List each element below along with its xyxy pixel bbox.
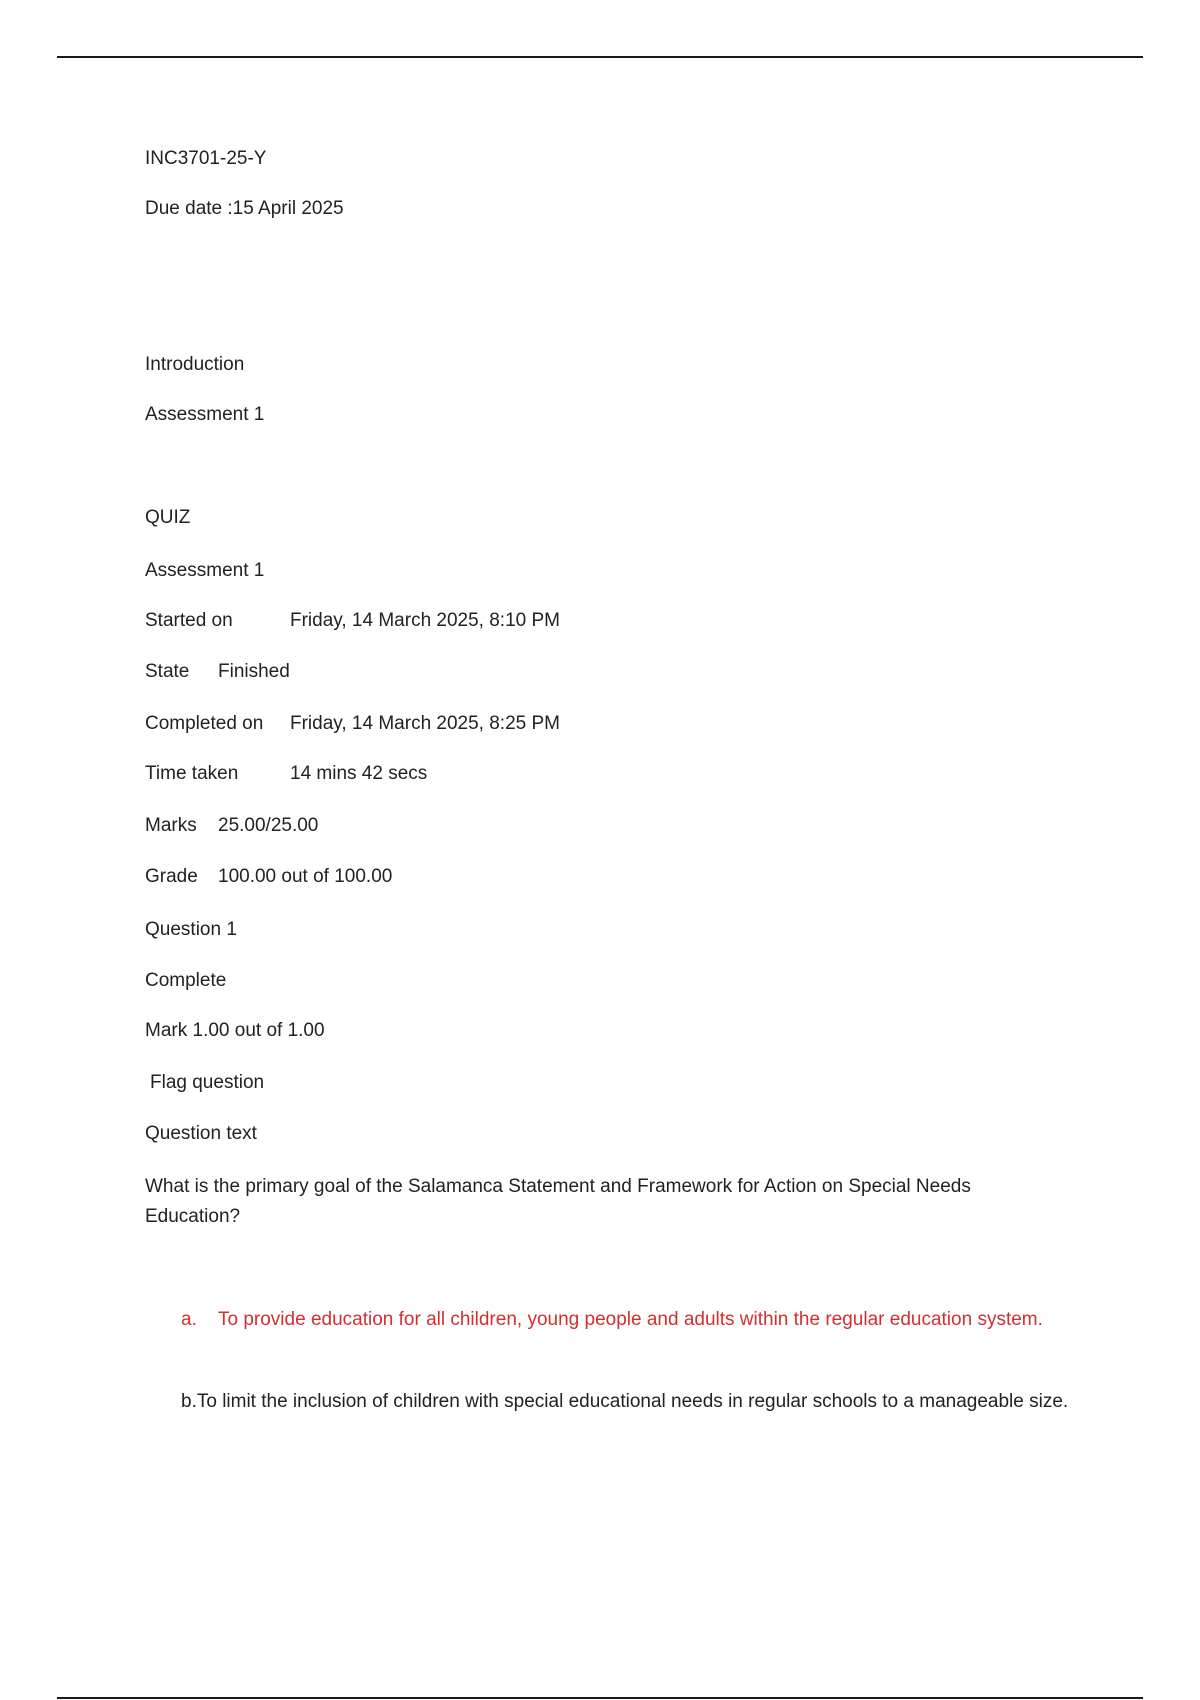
state-value: Finished bbox=[218, 661, 290, 682]
course-code: INC3701-25-Y bbox=[145, 148, 267, 169]
option-a-letter: a. bbox=[181, 1309, 197, 1330]
time-taken-label: Time taken bbox=[145, 763, 239, 784]
time-taken-row bbox=[145, 762, 427, 786]
marks-label: Marks bbox=[145, 815, 197, 836]
question-number: Question 1 bbox=[145, 919, 237, 940]
completed-on-row bbox=[145, 712, 560, 736]
started-on-row bbox=[145, 609, 560, 633]
completed-on-value: Friday, 14 March 2025, 8:25 PM bbox=[290, 713, 560, 734]
question-text-label: Question text bbox=[145, 1123, 257, 1144]
bottom-rule bbox=[57, 1697, 1143, 1699]
grade-row bbox=[145, 865, 392, 889]
due-date: Due date :15 April 2025 bbox=[145, 198, 344, 219]
option-a-text: To provide education for all children, young people and adults within the regular education system. bbox=[218, 1309, 1043, 1330]
grade-value: 100.00 out of 100.00 bbox=[218, 866, 393, 887]
introduction-heading: Introduction bbox=[145, 354, 245, 375]
marks-value: 25.00/25.00 bbox=[218, 815, 319, 836]
quiz-assessment: Assessment 1 bbox=[145, 560, 265, 581]
answer-option-a bbox=[181, 1304, 1081, 1336]
answer-option-b: b.To limit the inclusion of children with special educational needs in regular schools to a manageable size. bbox=[181, 1391, 1069, 1412]
question-text: What is the primary goal of the Salamanca Statement and Framework for Action on Special Needs Education? bbox=[145, 1176, 971, 1227]
started-on-label: Started on bbox=[145, 610, 233, 631]
started-on-value: Friday, 14 March 2025, 8:10 PM bbox=[290, 610, 560, 631]
top-rule bbox=[57, 56, 1143, 58]
time-taken-value: 14 mins 42 secs bbox=[290, 763, 428, 784]
assessment-heading: Assessment 1 bbox=[145, 404, 265, 425]
question-status: Complete bbox=[145, 970, 227, 991]
flag-question[interactable]: Flag question bbox=[150, 1072, 265, 1093]
grade-label: Grade bbox=[145, 866, 198, 887]
completed-on-label: Completed on bbox=[145, 713, 264, 734]
state-label: State bbox=[145, 661, 190, 682]
state-row bbox=[145, 660, 290, 684]
quiz-title: QUIZ bbox=[145, 507, 191, 528]
marks-row bbox=[145, 814, 318, 838]
question-mark: Mark 1.00 out of 1.00 bbox=[145, 1020, 325, 1041]
